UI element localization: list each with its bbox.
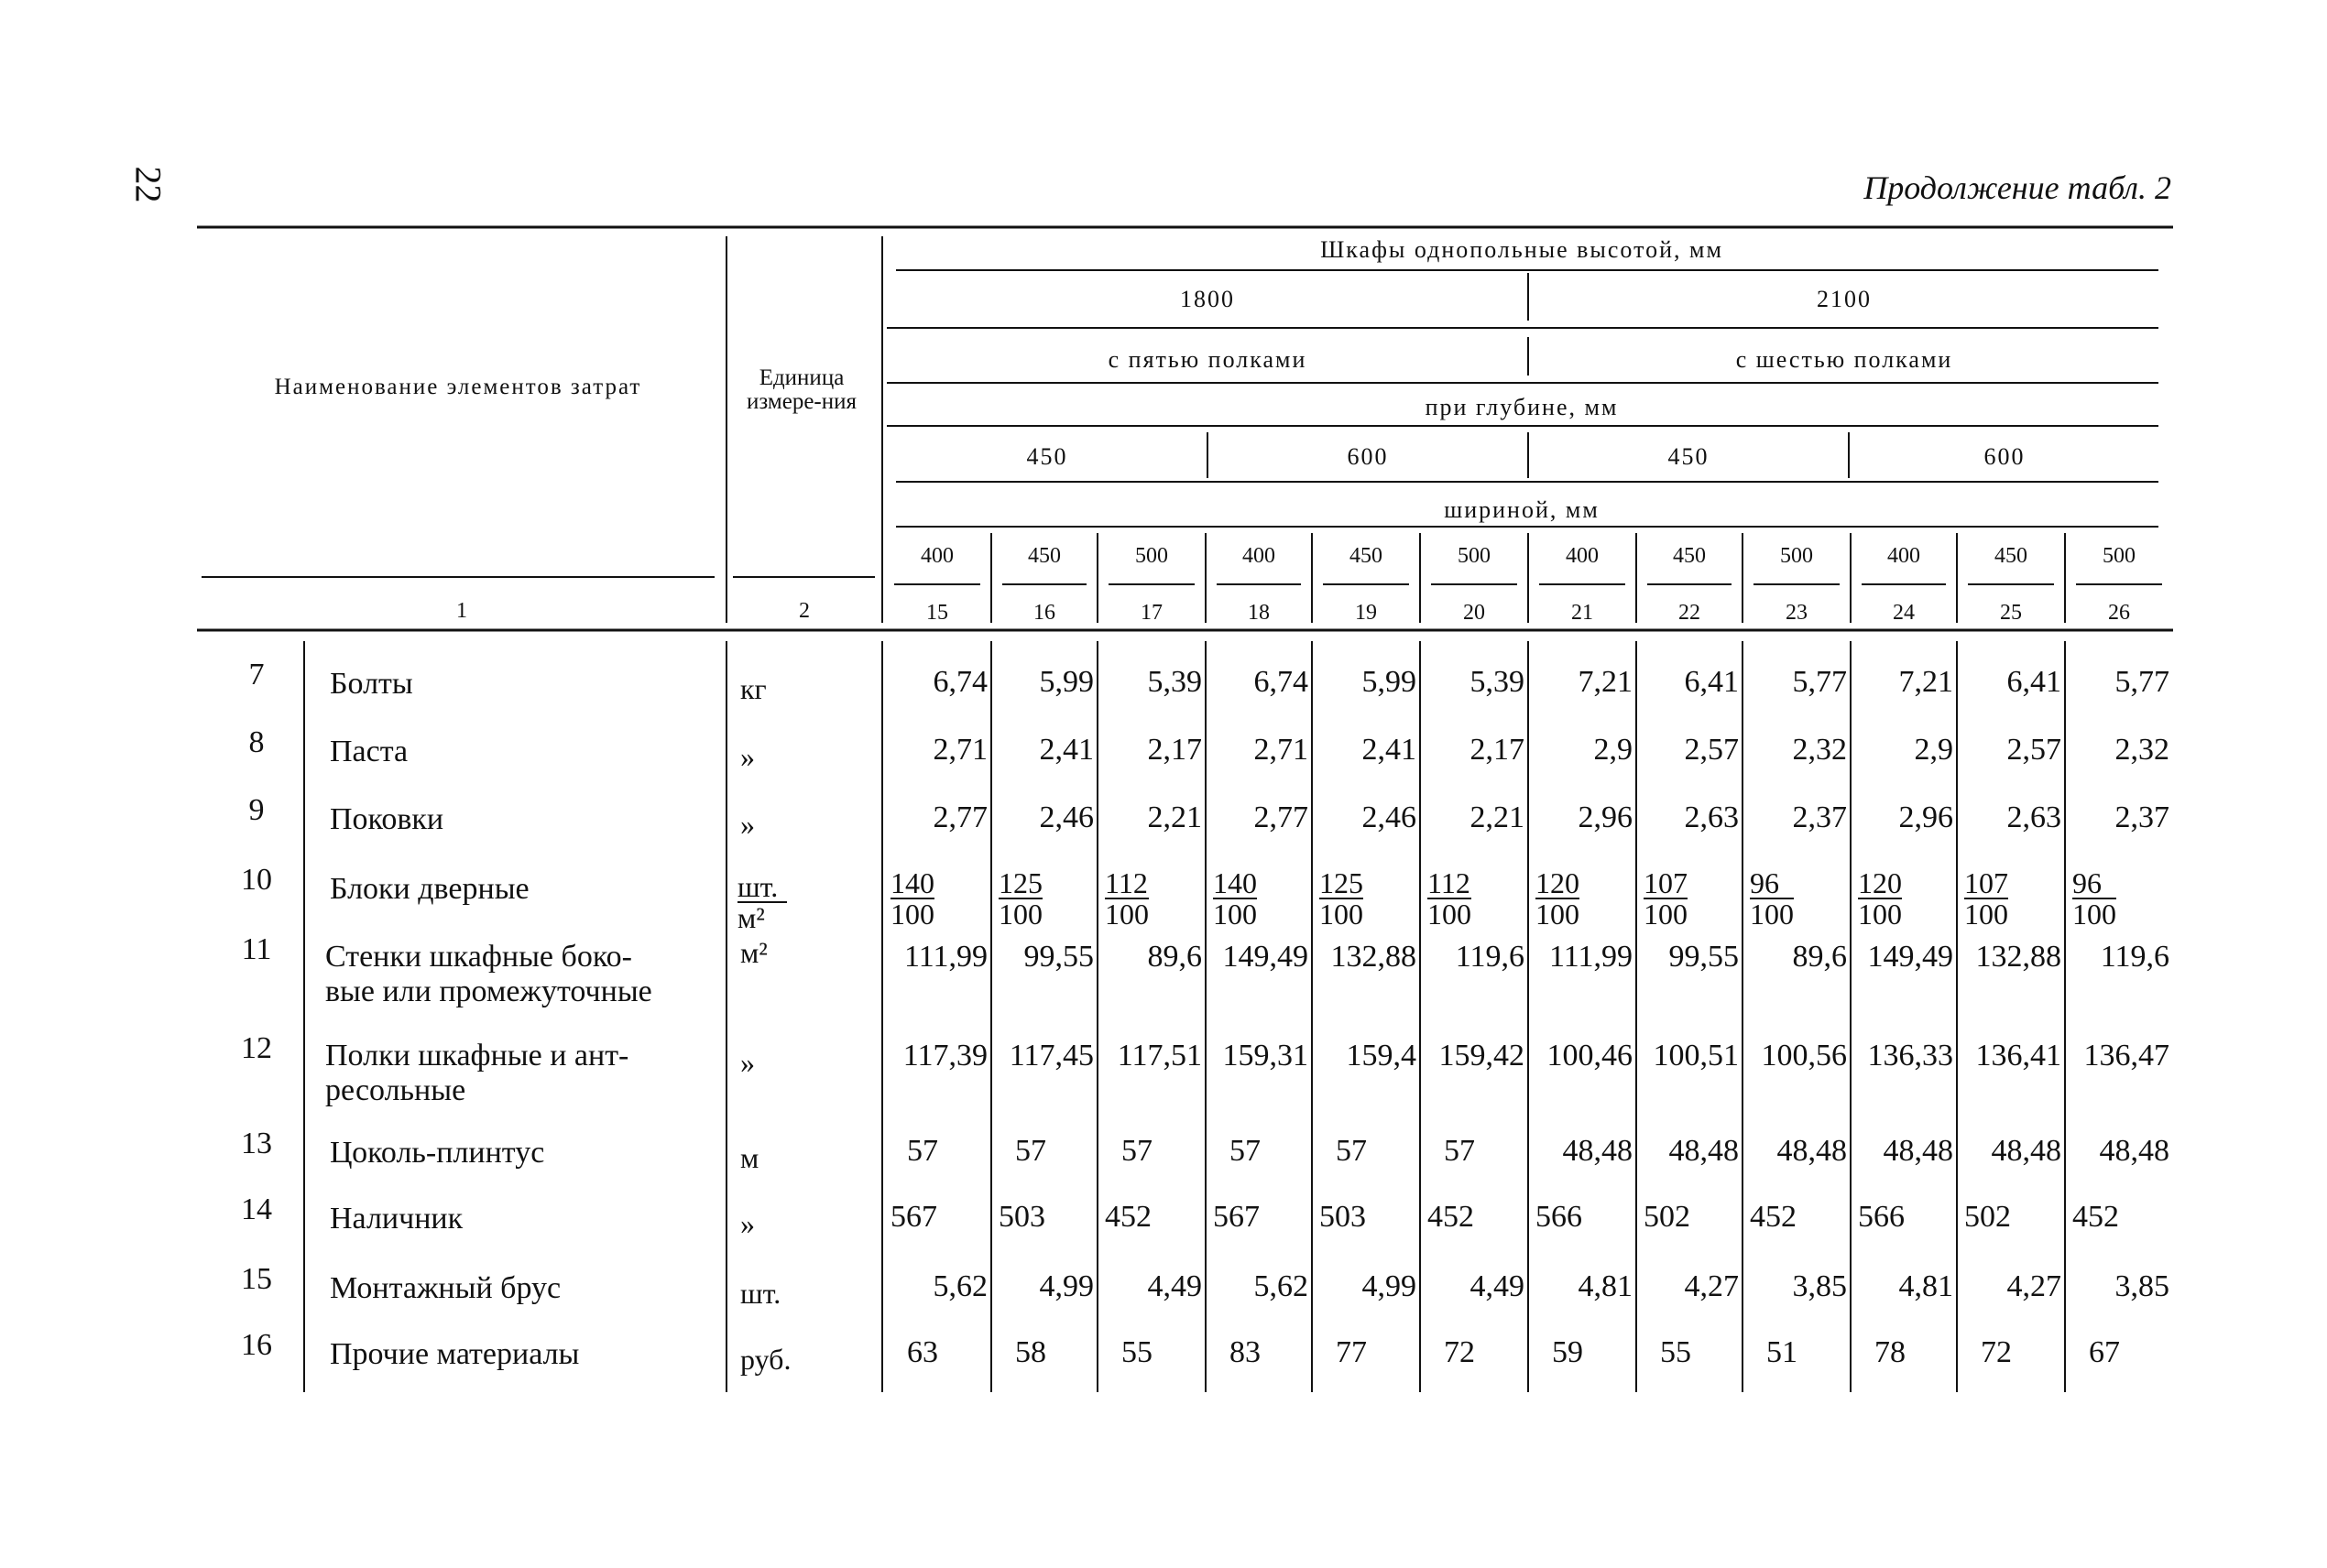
row-cell: 2,96 bbox=[1578, 800, 1633, 834]
row-cell: 566 bbox=[1535, 1200, 1582, 1234]
row-cell: 48,48 bbox=[2099, 1134, 2169, 1168]
row-cell: 132,88 bbox=[1330, 940, 1416, 974]
row-cell: 2,57 bbox=[1684, 733, 1739, 767]
row-cell: 48,48 bbox=[1991, 1134, 2061, 1168]
cell-denominator: 100 bbox=[999, 898, 1043, 931]
cell-denominator: 100 bbox=[1644, 898, 1688, 931]
row-cell: 2,46 bbox=[1039, 800, 1094, 834]
row-cell: 48,48 bbox=[1562, 1134, 1633, 1168]
row-name: Монтажный брус bbox=[330, 1271, 562, 1305]
header-unit-col: Единица измере-ния bbox=[747, 365, 857, 414]
row-cell: 6,74 bbox=[1253, 665, 1308, 699]
row-cell: 89,6 bbox=[1147, 940, 1202, 974]
row-cell: 117,39 bbox=[902, 1039, 988, 1073]
row-cell: 5,39 bbox=[1147, 665, 1202, 699]
colnum-18: 18 bbox=[1248, 601, 1270, 625]
unit-denominator: м² bbox=[737, 901, 765, 934]
row-cell: 57 bbox=[1015, 1134, 1046, 1168]
cell-denominator: 100 bbox=[1213, 898, 1257, 931]
header-width-11: 500 bbox=[2103, 544, 2136, 568]
cell-numerator: 125 bbox=[999, 866, 1043, 899]
header-depth-450-a: 450 bbox=[1026, 443, 1068, 470]
cell-fraction bbox=[1535, 868, 1579, 929]
row-cell: 5,77 bbox=[2114, 665, 2169, 699]
row-cell: 57 bbox=[1444, 1134, 1475, 1168]
row-cell: 83 bbox=[1229, 1335, 1261, 1369]
row-cell: 4,99 bbox=[1361, 1269, 1416, 1303]
cell-fraction bbox=[1750, 868, 1794, 929]
cell-numerator: 107 bbox=[1644, 866, 1688, 899]
cell-denominator: 100 bbox=[1105, 898, 1149, 931]
row-number: 12 bbox=[241, 1031, 272, 1065]
row-cell: 72 bbox=[1444, 1335, 1475, 1369]
row-cell: 111,99 bbox=[1549, 940, 1633, 974]
row-cell: 2,41 bbox=[1361, 733, 1416, 767]
cell-numerator: 107 bbox=[1964, 866, 2008, 899]
cell-fraction bbox=[890, 868, 934, 929]
row-cell: 4,27 bbox=[1684, 1269, 1739, 1303]
row-cell: 136,47 bbox=[2083, 1039, 2169, 1073]
row-cell: 503 bbox=[1319, 1200, 1366, 1234]
row-number: 9 bbox=[248, 793, 265, 827]
row-cell: 132,88 bbox=[1975, 940, 2061, 974]
row-unit: кг bbox=[740, 672, 767, 705]
row-cell: 6,41 bbox=[1684, 665, 1739, 699]
row-name: Прочие материалы bbox=[330, 1337, 580, 1371]
row-cell: 2,46 bbox=[1361, 800, 1416, 834]
row-cell: 2,21 bbox=[1147, 800, 1202, 834]
row-cell: 4,81 bbox=[1898, 1269, 1953, 1303]
header-depth-600-a: 600 bbox=[1347, 443, 1389, 470]
row-cell: 57 bbox=[1336, 1134, 1367, 1168]
row-cell: 2,17 bbox=[1147, 733, 1202, 767]
row-cell: 72 bbox=[1981, 1335, 2012, 1369]
row-cell: 4,27 bbox=[2006, 1269, 2061, 1303]
colnum-1: 1 bbox=[456, 599, 467, 623]
row-cell: 2,17 bbox=[1469, 733, 1524, 767]
row-number: 11 bbox=[241, 932, 272, 966]
colnum-21: 21 bbox=[1571, 601, 1593, 625]
row-name: Болты bbox=[330, 667, 413, 701]
row-cell: 63 bbox=[907, 1335, 938, 1369]
cell-denominator: 100 bbox=[1964, 898, 2008, 931]
row-name-line2: ресольные bbox=[325, 1073, 466, 1107]
colnum-25: 25 bbox=[2000, 601, 2022, 625]
header-shelves-five: с пятью полками bbox=[1108, 346, 1307, 373]
header-width-1: 450 bbox=[1028, 544, 1061, 568]
row-cell: 2,21 bbox=[1469, 800, 1524, 834]
row-cell: 117,45 bbox=[1009, 1039, 1094, 1073]
cell-numerator: 96 bbox=[2072, 868, 2116, 899]
row-number: 16 bbox=[241, 1328, 272, 1362]
cell-numerator: 112 bbox=[1105, 866, 1148, 899]
cell-fraction bbox=[1858, 868, 1902, 929]
row-cell: 57 bbox=[907, 1134, 938, 1168]
row-unit: руб. bbox=[740, 1343, 792, 1376]
row-cell: 48,48 bbox=[1776, 1134, 1847, 1168]
row-cell: 2,71 bbox=[1253, 733, 1308, 767]
row-cell: 99,55 bbox=[1668, 940, 1739, 974]
row-cell: 5,99 bbox=[1039, 665, 1094, 699]
row-cell: 4,49 bbox=[1469, 1269, 1524, 1303]
colnum-19: 19 bbox=[1355, 601, 1377, 625]
row-name: Поковки bbox=[330, 802, 444, 836]
row-cell: 119,6 bbox=[1455, 940, 1524, 974]
header-width-2: 500 bbox=[1135, 544, 1168, 568]
cell-fraction bbox=[1644, 868, 1688, 929]
row-cell: 2,57 bbox=[2006, 733, 2061, 767]
colnum-22: 22 bbox=[1678, 601, 1700, 625]
row-cell: 502 bbox=[1964, 1200, 2011, 1234]
cell-fraction bbox=[1105, 868, 1149, 929]
row-cell: 4,49 bbox=[1147, 1269, 1202, 1303]
row-cell: 2,63 bbox=[1684, 800, 1739, 834]
cell-numerator: 140 bbox=[890, 866, 934, 899]
row-name: Наличник bbox=[330, 1202, 464, 1236]
row-cell: 89,6 bbox=[1792, 940, 1847, 974]
row-cell: 159,4 bbox=[1346, 1039, 1416, 1073]
row-name-line1: Стенки шкафные боко- bbox=[325, 940, 632, 974]
row-cell: 2,32 bbox=[1792, 733, 1847, 767]
colnum-2: 2 bbox=[799, 599, 810, 623]
row-name-line2: вые или промежуточные bbox=[325, 975, 652, 1008]
colnum-26: 26 bbox=[2108, 601, 2130, 625]
row-cell: 567 bbox=[890, 1200, 937, 1234]
page-number: 22 bbox=[127, 166, 169, 203]
row-cell: 100,46 bbox=[1546, 1039, 1633, 1073]
header-width-10: 450 bbox=[1994, 544, 2027, 568]
cell-fraction bbox=[1964, 868, 2008, 929]
row-cell: 6,74 bbox=[933, 665, 988, 699]
row-cell: 502 bbox=[1644, 1200, 1690, 1234]
row-number: 7 bbox=[248, 658, 265, 691]
cell-fraction bbox=[1427, 868, 1471, 929]
row-cell: 57 bbox=[1121, 1134, 1153, 1168]
header-shelves-six: с шестью полками bbox=[1735, 346, 1953, 373]
row-name-line1: Полки шкафные и ант- bbox=[325, 1039, 629, 1073]
header-width-6: 400 bbox=[1566, 544, 1599, 568]
row-cell: 2,9 bbox=[1914, 733, 1953, 767]
row-cell: 55 bbox=[1121, 1335, 1153, 1369]
cell-fraction bbox=[999, 868, 1043, 929]
row-cell: 7,21 bbox=[1898, 665, 1953, 699]
cell-numerator: 112 bbox=[1427, 866, 1470, 899]
row-number: 13 bbox=[241, 1127, 272, 1160]
header-group-title: Шкафы однопольные высотой, мм bbox=[1320, 236, 1723, 263]
header-width-7: 450 bbox=[1673, 544, 1706, 568]
colnum-20: 20 bbox=[1463, 601, 1485, 625]
continuation-title: Продолжение табл. 2 bbox=[1863, 169, 2171, 206]
row-cell: 55 bbox=[1660, 1335, 1691, 1369]
row-cell: 99,55 bbox=[1023, 940, 1094, 974]
row-cell: 503 bbox=[999, 1200, 1045, 1234]
row-cell: 5,62 bbox=[933, 1269, 988, 1303]
unit-numerator: шт. bbox=[737, 872, 787, 903]
row-cell: 111,99 bbox=[904, 940, 988, 974]
row-number: 10 bbox=[241, 863, 272, 897]
row-cell: 136,33 bbox=[1867, 1039, 1953, 1073]
header-width-4: 450 bbox=[1349, 544, 1382, 568]
cell-numerator: 125 bbox=[1319, 866, 1363, 899]
row-number: 8 bbox=[248, 725, 265, 759]
row-cell: 2,71 bbox=[933, 733, 988, 767]
header-width-5: 500 bbox=[1458, 544, 1491, 568]
row-cell: 452 bbox=[1427, 1200, 1474, 1234]
row-unit: » bbox=[740, 1046, 755, 1079]
row-cell: 2,96 bbox=[1898, 800, 1953, 834]
cell-denominator: 100 bbox=[1858, 898, 1902, 931]
row-number: 15 bbox=[241, 1262, 272, 1296]
row-cell: 57 bbox=[1229, 1134, 1261, 1168]
row-cell: 7,21 bbox=[1578, 665, 1633, 699]
row-cell: 159,31 bbox=[1222, 1039, 1308, 1073]
header-depth-600-b: 600 bbox=[1983, 443, 2026, 470]
cell-denominator: 100 bbox=[1535, 898, 1579, 931]
row-cell: 159,42 bbox=[1438, 1039, 1524, 1073]
header-depth-450-b: 450 bbox=[1667, 443, 1710, 470]
colnum-23: 23 bbox=[1786, 601, 1808, 625]
row-name: Блоки дверные bbox=[330, 872, 530, 906]
row-cell: 48,48 bbox=[1668, 1134, 1739, 1168]
row-cell: 77 bbox=[1336, 1335, 1367, 1369]
row-number: 14 bbox=[241, 1192, 272, 1226]
colnum-16: 16 bbox=[1033, 601, 1055, 625]
row-cell: 67 bbox=[2089, 1335, 2120, 1369]
row-cell: 2,9 bbox=[1593, 733, 1633, 767]
row-unit: » bbox=[740, 808, 755, 841]
row-unit-fraction bbox=[737, 872, 787, 932]
cell-numerator: 96 bbox=[1750, 868, 1794, 899]
row-cell: 2,37 bbox=[1792, 800, 1847, 834]
row-cell: 100,56 bbox=[1761, 1039, 1847, 1073]
cell-fraction bbox=[1213, 868, 1257, 929]
colnum-17: 17 bbox=[1141, 601, 1163, 625]
cell-fraction bbox=[1319, 868, 1363, 929]
row-unit: шт. bbox=[740, 1277, 781, 1310]
header-depth-title: при глубине, мм bbox=[1425, 394, 1619, 420]
header-height-1800: 1800 bbox=[1180, 286, 1235, 312]
row-cell: 51 bbox=[1766, 1335, 1797, 1369]
cell-numerator: 120 bbox=[1858, 866, 1902, 899]
cell-numerator: 140 bbox=[1213, 866, 1257, 899]
row-unit: м² bbox=[740, 936, 768, 969]
header-width-title: шириной, мм bbox=[1444, 496, 1600, 523]
header-width-9: 400 bbox=[1887, 544, 1920, 568]
row-unit: » bbox=[740, 740, 755, 773]
row-cell: 119,6 bbox=[2100, 940, 2169, 974]
colnum-15: 15 bbox=[926, 601, 948, 625]
header-width-8: 500 bbox=[1780, 544, 1813, 568]
colnum-24: 24 bbox=[1893, 601, 1915, 625]
row-cell: 5,77 bbox=[1792, 665, 1847, 699]
cell-denominator: 100 bbox=[890, 898, 934, 931]
row-cell: 6,41 bbox=[2006, 665, 2061, 699]
row-cell: 452 bbox=[1105, 1200, 1152, 1234]
row-cell: 149,49 bbox=[1867, 940, 1953, 974]
row-unit: м bbox=[740, 1141, 759, 1174]
row-cell: 566 bbox=[1858, 1200, 1905, 1234]
row-cell: 4,81 bbox=[1578, 1269, 1633, 1303]
row-cell: 59 bbox=[1552, 1335, 1583, 1369]
cell-denominator: 100 bbox=[1750, 898, 1794, 931]
row-cell: 136,41 bbox=[1975, 1039, 2061, 1073]
row-cell: 3,85 bbox=[2114, 1269, 2169, 1303]
row-cell: 78 bbox=[1874, 1335, 1906, 1369]
row-name: Паста bbox=[330, 735, 409, 768]
row-cell: 3,85 bbox=[1792, 1269, 1847, 1303]
row-cell: 5,99 bbox=[1361, 665, 1416, 699]
row-unit: » bbox=[740, 1207, 755, 1240]
row-cell: 117,51 bbox=[1117, 1039, 1202, 1073]
row-name: Цоколь-плинтус bbox=[330, 1136, 545, 1170]
row-cell: 2,77 bbox=[933, 800, 988, 834]
row-cell: 2,37 bbox=[2114, 800, 2169, 834]
cell-numerator: 120 bbox=[1535, 866, 1579, 899]
header-width-3: 400 bbox=[1242, 544, 1275, 568]
header-width-0: 400 bbox=[921, 544, 954, 568]
row-cell: 100,51 bbox=[1653, 1039, 1739, 1073]
row-cell: 58 bbox=[1015, 1335, 1046, 1369]
row-cell: 149,49 bbox=[1222, 940, 1308, 974]
row-cell: 2,77 bbox=[1253, 800, 1308, 834]
row-cell: 567 bbox=[1213, 1200, 1260, 1234]
row-cell: 452 bbox=[1750, 1200, 1797, 1234]
row-cell: 2,41 bbox=[1039, 733, 1094, 767]
row-cell: 5,39 bbox=[1469, 665, 1524, 699]
row-cell: 2,32 bbox=[2114, 733, 2169, 767]
row-cell: 4,99 bbox=[1039, 1269, 1094, 1303]
row-cell: 2,63 bbox=[2006, 800, 2061, 834]
cell-denominator: 100 bbox=[1427, 898, 1471, 931]
cell-denominator: 100 bbox=[1319, 898, 1363, 931]
row-cell: 452 bbox=[2072, 1200, 2119, 1234]
header-height-2100: 2100 bbox=[1817, 286, 1872, 312]
row-cell: 48,48 bbox=[1883, 1134, 1953, 1168]
row-cell: 5,62 bbox=[1253, 1269, 1308, 1303]
header-name-col: Наименование элементов затрат bbox=[274, 375, 642, 399]
cell-fraction bbox=[2072, 868, 2116, 929]
cell-denominator: 100 bbox=[2072, 898, 2116, 931]
